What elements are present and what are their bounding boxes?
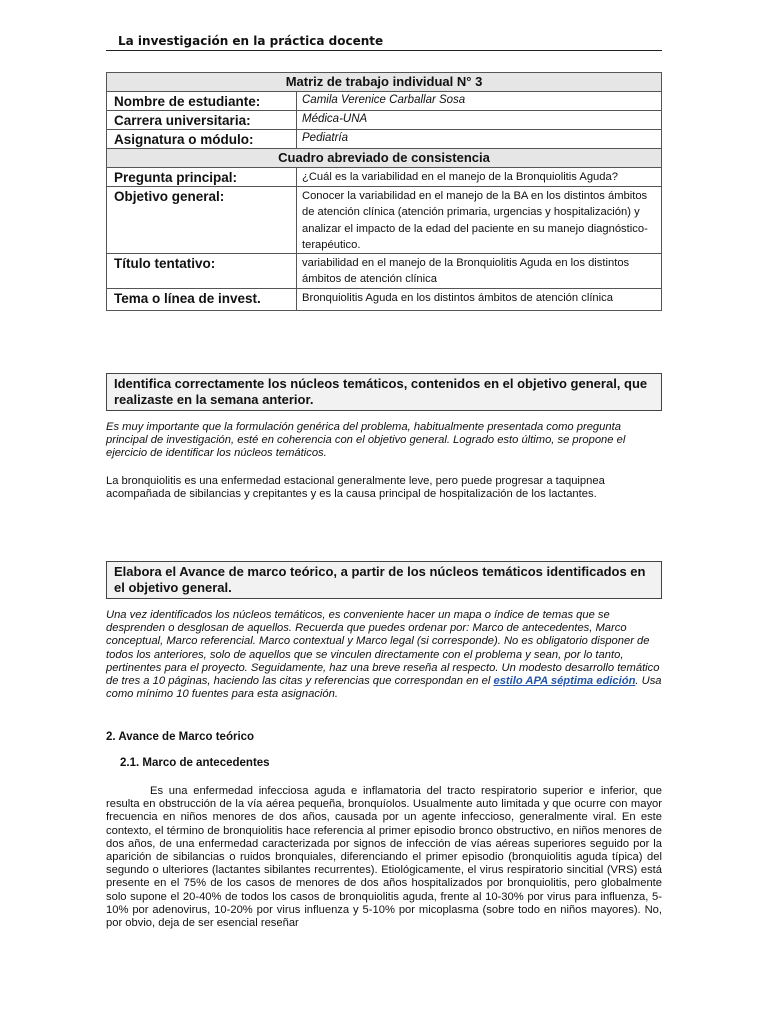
- question-label: Pregunta principal:: [107, 168, 297, 187]
- antecedents-body: Es una enfermedad infecciosa aguda e inflamatoria del tracto respiratorio superior e inferior, que resulta en obstrucción de la vía aérea pequeña, bronquíolos. Usualmente auto limitada y que ocurre con mayor frecuencia en niños menores de dos años, causada por un agente infeccioso, generalmente viral. En este contexto, el término de bronquiolitis hace referencia al primer episodio bronco obstructivo, en niños menores de dos años, de una enfermedad caracterizada por signos de infección de vías aéreas superiores seguido por la aparición de sibilancias o ruidos bronquiales, diferenciando el primer episodio (bronquiolitis aguda típica) del segundo o ulteriores (lactantes sibilantes recurrentes). Etiológicamente, el virus respiratorio sincitial (VRS) está presente en el 75% de los casos de menores de dos años hospitalizados por bronquiolitis, pero globalmente solo supone el 20-40% de todos los casos de bronquiolitis aguda, frente al 10-30% por virus para influenza, 5-10% por adenovirus, 10-20% por virus influenza y 5-10% por micoplasma (sobre todo en niños mayores). No, por obvio, deja de ser esencial reseñar: [106, 785, 662, 930]
- section1-instruction-box: Identifica correctamente los núcleos temáticos, contenidos en el objetivo general, que realizaste en la semana anterior.: [106, 373, 662, 411]
- topic-label: Tema o línea de invest.: [107, 288, 297, 310]
- matrix-title: Matriz de trabajo individual N° 3: [107, 73, 662, 92]
- tentative-title-value: variabilidad en el manejo de la Bronquiolitis Aguda en los distintos ámbitos de atención clínica: [297, 254, 662, 289]
- career-value: Médica-UNA: [297, 111, 662, 130]
- subject-value: Pediatría: [297, 130, 662, 149]
- work-matrix-table: [106, 72, 662, 311]
- consistency-title: Cuadro abreviado de consistencia: [107, 149, 662, 168]
- student-value: Camila Verenice Carballar Sosa: [297, 92, 662, 111]
- page-header-title: La investigación en la práctica docente: [118, 34, 384, 48]
- career-label: Carrera universitaria:: [107, 111, 297, 130]
- section2-instructions-tail: . Usa como mínimo 10 fuentes para esta asignación.: [106, 675, 662, 701]
- topic-value: Bronquiolitis Aguda en los distintos ámbitos de atención clínica: [297, 288, 662, 310]
- objective-value: Conocer la variabilidad en el manejo de la BA en los distintos ámbitos de atención clínica (atención primaria, urgencias y hospitalización) y analizar el impacto de la edad del paciente en su manejo diagnóstico-terapéutico.: [297, 187, 662, 254]
- section1-instructions: Es muy importante que la formulación genérica del problema, habitualmente presentada como pregunta principal de investigación, esté en coherencia con el objetivo general. Logrado esto último, se propone el ejercicio de identificar los núcleos temáticos.: [106, 421, 626, 460]
- section2-instructions-text: Una vez identificados los núcleos temáticos, es conveniente hacer un mapa o índice de temas que se desprenden o desglosan de aquellos. Recuerda que puedes ordenar por: Marco de antecedentes, Marco conceptual, Marco referencial. Marco contextual y Marco legal (si corresponde). No es obligatorio disponer de todos los anteriores, solo de aquellos que se vinculen directamente con el problema y sean, por lo tanto, pertinentes para el proyecto. Seguidamente, haz una breve reseña al respecto. Un modesto desarrollo temático de tres a 10 páginas, haciendo las citas y referencias que correspondan en el: [106, 609, 660, 688]
- student-label: Nombre de estudiante:: [107, 92, 297, 111]
- section2-instruction-box: Elabora el Avance de marco teórico, a partir de los núcleos temáticos identificados en el objetivo general.: [106, 561, 662, 599]
- section1-answer: La bronquiolitis es una enfermedad estacional generalmente leve, pero puede progresar a taquipnea acompañada de sibilancias y crepitantes y es la causa principal de hospitalización de los lactantes.: [106, 475, 605, 501]
- subject-label: Asignatura o módulo:: [107, 130, 297, 149]
- objective-label: Objetivo general:: [107, 187, 297, 254]
- header-divider: [106, 50, 662, 51]
- section2-instructions: [106, 609, 662, 701]
- subsection-heading: 2.1. Marco de antecedentes: [120, 757, 270, 769]
- tentative-title-label: Título tentativo:: [107, 254, 297, 289]
- question-value: ¿Cuál es la variabilidad en el manejo de la Bronquiolitis Aguda?: [297, 168, 662, 187]
- apa-style-link[interactable]: estilo APA séptima edición: [493, 675, 636, 688]
- section-heading: 2. Avance de Marco teórico: [106, 731, 255, 743]
